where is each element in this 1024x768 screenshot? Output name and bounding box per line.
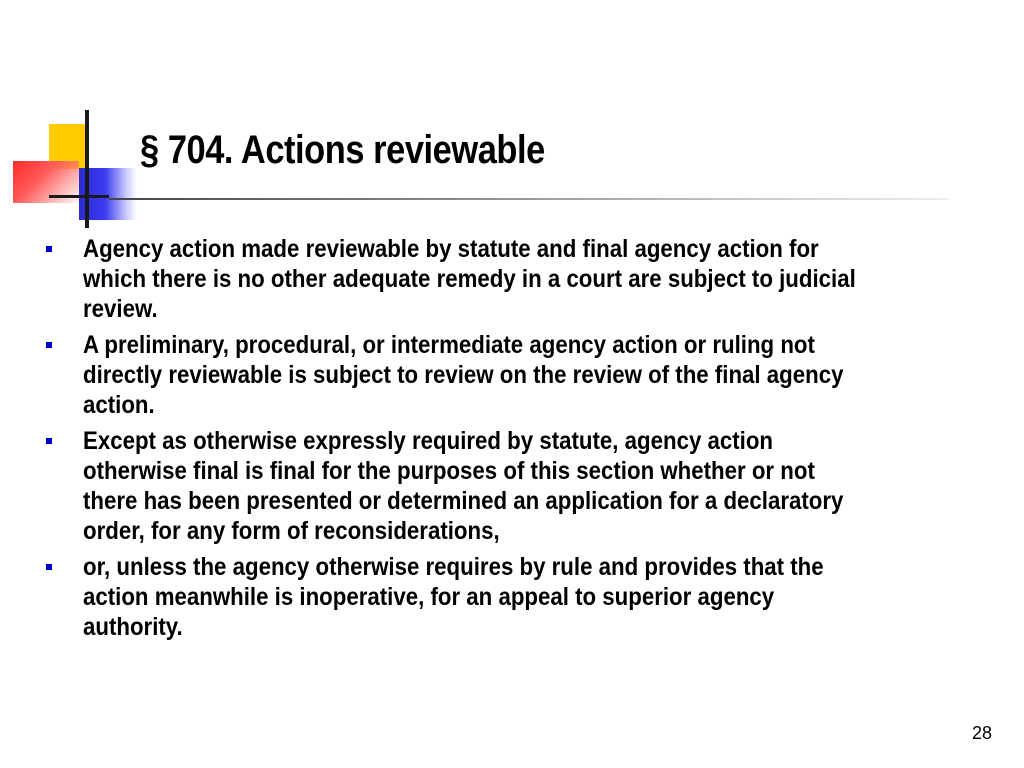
bullet-line: there has been presented or determined an application for a declaratory	[83, 487, 844, 515]
bullet-text	[83, 426, 973, 546]
bullet-text	[83, 552, 973, 642]
bullet-text	[83, 330, 973, 420]
slide-title: § 704. Actions reviewable	[140, 128, 545, 172]
bullet-line: action meanwhile is inoperative, for an appeal to superior agency	[83, 583, 775, 611]
bullet-item	[44, 330, 984, 420]
bullet-list	[44, 234, 984, 648]
bullet-line: or, unless the agency otherwise requires by rule and provides that the	[83, 553, 824, 581]
bullet-line: Except as otherwise expressly required by statute, agency action	[83, 427, 774, 455]
bullet-line: directly reviewable is subject to review on the review of the final agency	[83, 361, 844, 389]
bullet-item	[44, 234, 984, 324]
bullet-item	[44, 426, 984, 546]
title-underline-rule	[109, 198, 949, 200]
bullet-line: order, for any form of reconsiderations,	[83, 517, 500, 545]
bullet-line: action.	[83, 391, 155, 419]
bullet-square-icon	[46, 564, 52, 570]
bullet-line: otherwise final is final for the purposes of this section whether or not	[83, 457, 815, 485]
logo-vertical-line	[85, 110, 89, 228]
bullet-text	[83, 234, 973, 324]
slide-logo-decoration	[0, 0, 160, 240]
logo-horizontal-line	[49, 195, 109, 198]
bullet-item	[44, 552, 984, 642]
bullet-square-icon	[46, 246, 52, 252]
bullet-line: Agency action made reviewable by statute and final agency action for	[83, 235, 819, 263]
bullet-square-icon	[46, 438, 52, 444]
bullet-line: which there is no other adequate remedy in a court are subject to judicial	[83, 265, 856, 293]
bullet-square-icon	[46, 342, 52, 348]
bullet-line: authority.	[83, 613, 183, 641]
bullet-line: A preliminary, procedural, or intermediate agency action or ruling not	[83, 331, 815, 359]
page-number: 28	[971, 723, 992, 743]
bullet-line: review.	[83, 295, 158, 323]
